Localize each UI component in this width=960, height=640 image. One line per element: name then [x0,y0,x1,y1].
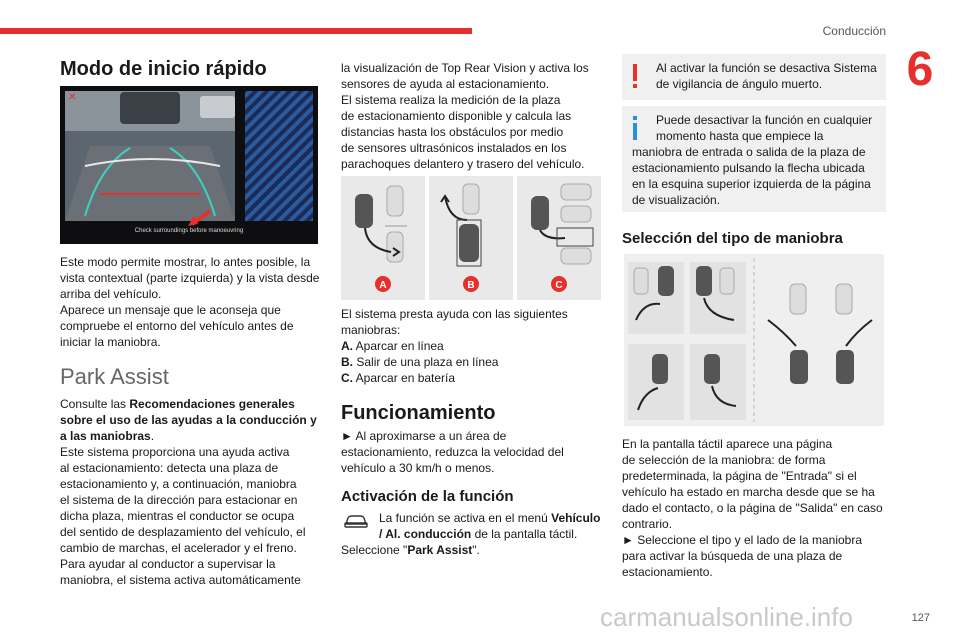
text-line: Para ayudar al conductor a supervisar la [60,557,276,571]
quick-start-text [60,254,319,350]
text-bold: sobre el uso de las ayudas a la conducción y [60,413,317,427]
section-name: Conducción [822,24,886,38]
menu-driving-aids: / Al. conducción [379,527,472,541]
text-line: Este modo permite mostrar, lo antes posible, la [60,255,311,269]
maneuver-text: Aparcar en batería [355,371,456,385]
text-line: contrario. [622,517,673,531]
text-span: Seleccione " [341,543,408,557]
text-line: maniobras: [341,323,401,337]
car-icon [343,512,369,535]
camera-caption: Check surroundings before manoeuvring [134,228,244,234]
text-line: de vigilancia de ángulo muerto. [656,77,823,91]
text-line: de visualización. [632,193,721,207]
warning-icon [630,64,640,90]
maneuver-letter: A. [341,339,353,353]
maneuver-diagram [341,176,601,300]
text-line: del sentido de desplazamiento del vehículo, el [60,525,306,539]
text-line: Aparece un mensaje que le aconseja que [60,303,281,317]
maneuver-selection-text [622,436,883,580]
text-line: maniobra, el sistema activa automáticamente [60,573,301,587]
text-line: dado el contacto, o la página de "Salida" en caso [622,501,883,515]
text-line: En la pantalla táctil aparece una página [622,437,833,451]
text-line: sensores de ayuda al estacionamiento. [341,77,550,91]
text-line: vehículo ha estado en marcha desde que se ha [622,485,875,499]
maneuver-text: Aparcar en línea [355,339,444,353]
link-recommendations: Recomendaciones generales [129,397,295,411]
text-line: cambio de marchas, el acelerador y el freno. [60,541,297,555]
title-quick-start: Modo de inicio rápido [60,58,267,80]
maneuvers-text [341,306,568,386]
text-line: iniciar la maniobra. [60,335,161,349]
activation-text [379,510,607,542]
maneuver-letter: C. [341,371,353,385]
text-line: vista contextual (parte izquierda) y la vista desde [60,271,320,285]
camera-view-image [60,86,318,244]
text-span: Consulte las [60,397,130,411]
text-line: predeterminada, la página de "Entrada" si el [622,469,857,483]
text-line: Puede desactivar la función en cualquier [656,113,873,127]
watermark: carmanualsonline.info [600,602,853,632]
text-line: distancias hasta los obstáculos por medio [341,125,564,139]
park-assist-text: Consulte las Recomendaciones generales sobre el uso de las ayudas a la conducción y a las maniobras. Este sistema proporciona una ayuda activa al estacionamiento: detecta una plaza de estacionamiento y, a continuación, maniobra el sistema de la dirección para estacionar en dicha plaza, mientras el conductor se ocupa del sentido de desplazamiento del vehículo, el cambio de marchas, el acelerador y el freno. Para ayudar al conductor a supervisar la maniobra, el sistema activa automáticamente [60,396,322,588]
text-line: ► Al aproximarse a un área de [341,429,507,443]
text-span: de la pantalla táctil. [471,527,578,541]
text-line: Este sistema proporciona una ayuda activa [60,445,290,459]
title-park-assist: Park Assist [60,364,169,389]
page-number: 127 [911,612,930,624]
chapter-number: 6 [906,43,934,96]
text-line: estacionamiento. [622,565,713,579]
text-span: ". [472,543,480,557]
text-line: dicha plaza, mientras el conductor se ocupa [60,509,295,523]
text-line: Al activar la función se desactiva Sistema [656,61,877,75]
activation-select-line [341,542,480,558]
text-line: al estacionamiento: detecta una plaza de [60,461,279,475]
text-line: la visualización de Top Rear Vision y activa los [341,61,589,75]
text-line: de sensores ultrasónicos instalados en los [341,141,567,155]
text-line: de selección de la maniobra: de forma [622,453,826,467]
text-line: estacionamiento y, a continuación, maniobra [60,477,297,491]
text-line: compruebe el entorno del vehículo antes de [60,319,294,333]
text-line: de estacionamiento disponible y calcula las [341,109,572,123]
diagram-label-b: B [467,280,475,291]
info-notice [622,106,886,212]
text-bold: a las maniobras [60,429,151,443]
text-line: ► Seleccione el tipo y el lado de la maniobra [622,533,863,547]
info-icon [630,116,640,142]
maneuver-letter: B. [341,355,353,369]
warning-notice [622,54,886,100]
text-line: vehículo a 30 km/h o menos. [341,461,495,475]
text-line: estacionamiento, reduzca la velocidad del [341,445,564,459]
diagram-label-a: A [379,280,387,291]
title-activation: Activación de la función [341,488,514,505]
text-line: arriba del vehículo. [60,287,162,301]
funcionamiento-text [341,428,564,476]
text-line: El sistema realiza la medición de la plaza [341,93,561,107]
text-line: parachoques delantero y trasero del vehículo. [341,157,585,171]
menu-vehicle: Vehículo [551,511,601,525]
header-accent-bar [0,28,472,34]
text-line: para activar la búsqueda de una plaza de [622,549,843,563]
title-maneuver-selection: Selección del tipo de maniobra [622,230,843,247]
text-line: el sistema de la dirección para estacionar en [60,493,298,507]
option-park-assist: Park Assist [407,543,473,557]
text-line: estacionamiento pulsando la flecha ubicada [632,161,865,175]
system-text [341,60,589,172]
maneuver-text: Salir de una plaza en línea [356,355,499,369]
diagram-label-c: C [555,280,563,291]
text-line: momento hasta que empiece la [656,129,824,143]
text-line: El sistema presta ayuda con las siguientes [341,307,568,321]
text-span: La función se activa en el menú [379,511,552,525]
text-line: en la esquina superior izquierda de la página [632,177,871,191]
title-funcionamiento: Funcionamiento [341,402,496,424]
text-line: maniobra de entrada o salida de la plaza de [632,145,866,159]
svg-text:✕: ✕ [68,92,77,103]
maneuver-selection-diagram [624,254,884,426]
